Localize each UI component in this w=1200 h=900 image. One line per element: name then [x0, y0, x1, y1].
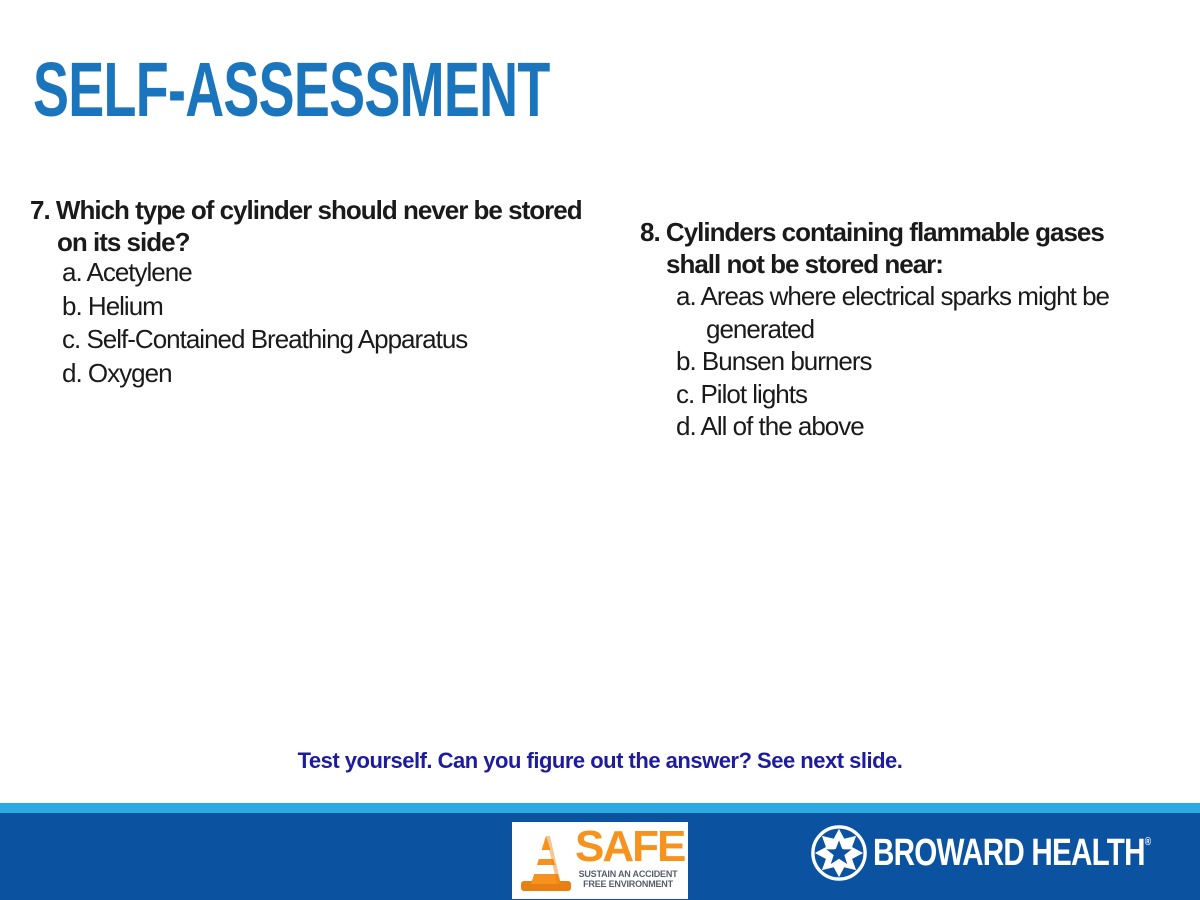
- list-item: [676, 280, 1146, 345]
- option-letter: b.: [62, 290, 82, 321]
- option-text: Pilot lights: [700, 378, 807, 409]
- question-8: [640, 216, 1115, 443]
- option-letter: d.: [62, 357, 82, 388]
- option-text: Acetylene: [86, 257, 192, 287]
- footer-accent-strip: [0, 803, 1200, 813]
- safe-logo: [512, 822, 688, 899]
- question-7-text: [30, 194, 592, 258]
- option-text: All of the above: [700, 411, 864, 441]
- broward-health-name: [873, 832, 1151, 875]
- registered-mark: ®: [1144, 835, 1152, 848]
- safe-logo-tagline: [570, 870, 686, 889]
- question-8-number: 8.: [640, 217, 660, 247]
- slide-footer: [0, 803, 1200, 900]
- option-letter: b.: [676, 346, 696, 376]
- question-7-options: [62, 256, 592, 390]
- question-7-number: 7.: [30, 195, 50, 225]
- option-text: Bunsen burners: [701, 346, 872, 376]
- broward-health-logo: [810, 824, 1200, 882]
- list-item: [62, 256, 592, 290]
- footer-note: Test yourself. Can you figure out the answer? See next slide.: [297, 748, 903, 773]
- safe-logo-word: SAFE: [575, 822, 685, 871]
- list-item: [62, 357, 592, 391]
- option-text: Areas where electrical sparks might be generated: [700, 281, 1110, 344]
- option-text: Helium: [87, 290, 163, 321]
- option-letter: d.: [676, 411, 696, 441]
- question-8-text: [640, 216, 1115, 280]
- list-item: [62, 290, 592, 324]
- list-item: [62, 323, 592, 357]
- option-letter: c.: [62, 324, 81, 354]
- question-8-options: [676, 280, 1146, 443]
- star-emblem-icon: [810, 824, 868, 882]
- option-letter: a.: [676, 281, 696, 311]
- question-7-body: Which type of cylinder should never be stored on its side?: [55, 195, 582, 257]
- list-item: [676, 378, 1146, 411]
- broward-name-text: BROWARD HEALTH: [873, 831, 1145, 874]
- option-text: Self-Contained Breathing Apparatus: [86, 324, 468, 354]
- option-text: Oxygen: [87, 357, 172, 388]
- safe-tagline-line2: FREE ENVIRONMENT: [583, 878, 673, 889]
- page-title: SELF-ASSESSMENT: [33, 47, 550, 133]
- safe-tagline-line1: SUSTAIN AN ACCIDENT: [578, 869, 678, 879]
- question-7: [30, 194, 592, 390]
- list-item: [676, 410, 1146, 443]
- question-8-body: Cylinders containing flammable gases shall not be stored near:: [665, 217, 1104, 279]
- list-item: [676, 345, 1146, 378]
- option-letter: a.: [62, 257, 82, 287]
- traffic-cone-icon: [517, 832, 575, 896]
- option-letter: c.: [676, 378, 695, 409]
